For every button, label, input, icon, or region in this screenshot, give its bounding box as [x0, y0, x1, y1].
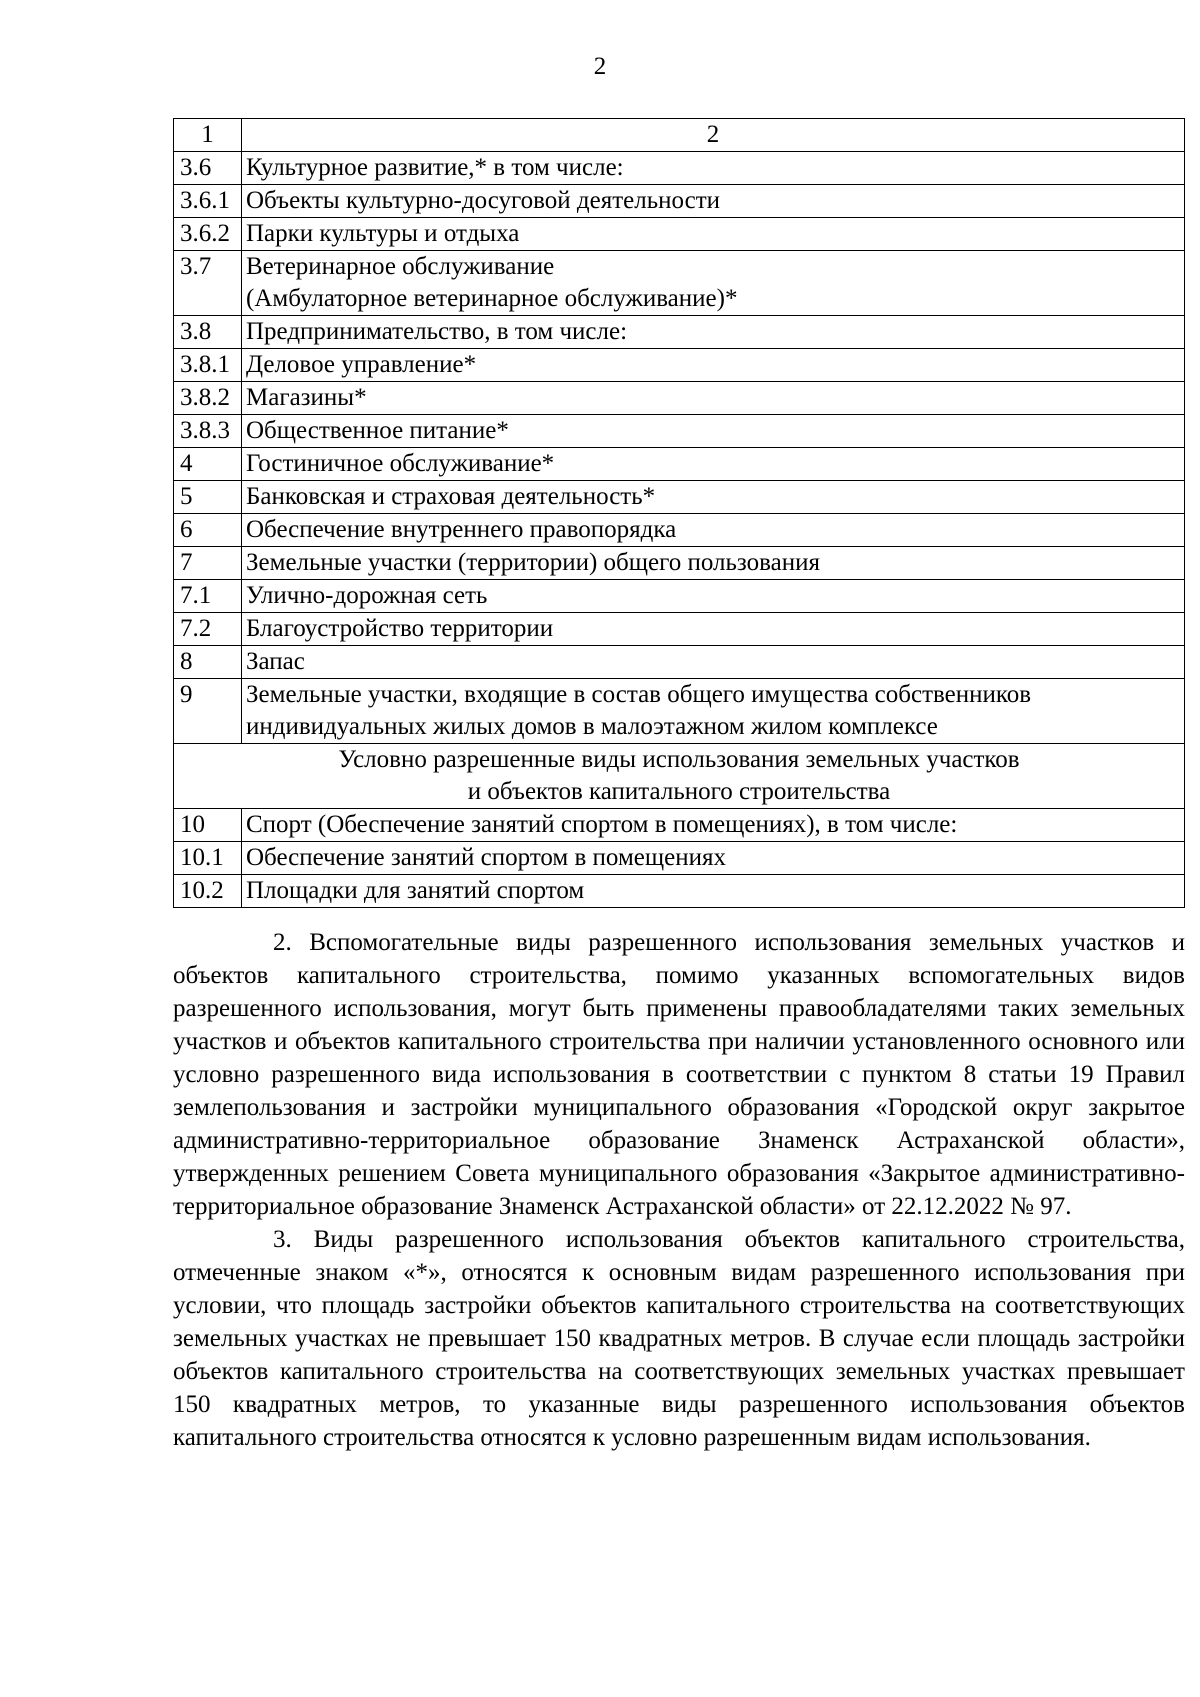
row-text: Площадки для занятий спортом	[242, 875, 1185, 908]
land-use-table	[173, 118, 1185, 908]
table-row	[174, 316, 1185, 349]
row-text	[242, 679, 1185, 744]
section-heading-line: Условно разрешенные виды использования земельных участков	[338, 746, 1020, 773]
row-text: Парки культуры и отдыха	[242, 218, 1185, 251]
section-heading	[174, 744, 1185, 809]
section-heading-line: и объектов капитального строительства	[467, 778, 891, 805]
row-text: Магазины*	[242, 382, 1185, 415]
row-number: 10.2	[174, 875, 242, 908]
page-number: 2	[593, 53, 607, 80]
row-number: 5	[174, 481, 242, 514]
row-number: 3.8.1	[174, 349, 242, 382]
section-heading-row	[174, 744, 1185, 809]
table-row	[174, 547, 1185, 580]
table-row	[174, 481, 1185, 514]
row-number: 4	[174, 448, 242, 481]
row-number: 6	[174, 514, 242, 547]
row-number: 3.8.2	[174, 382, 242, 415]
row-number: 3.8	[174, 316, 242, 349]
column-header-number: 1	[174, 119, 242, 152]
row-text: Благоустройство территории	[242, 613, 1185, 646]
row-number: 7.1	[174, 580, 242, 613]
table-row	[174, 251, 1185, 316]
table-row	[174, 613, 1185, 646]
row-text: Предпринимательство, в том числе:	[242, 316, 1185, 349]
row-number: 9	[174, 679, 242, 744]
notes-section	[173, 926, 1185, 1454]
row-text: Культурное развитие,* в том числе:	[242, 152, 1185, 185]
row-text-line: Ветеринарное обслуживание	[246, 253, 555, 280]
row-number: 3.6	[174, 152, 242, 185]
table-row	[174, 580, 1185, 613]
row-text: Земельные участки (территории) общего пользования	[242, 547, 1185, 580]
table-row	[174, 185, 1185, 218]
row-number: 3.6.2	[174, 218, 242, 251]
row-text	[242, 251, 1185, 316]
row-number: 10	[174, 809, 242, 842]
row-number: 3.6.1	[174, 185, 242, 218]
paragraph-auxiliary-uses: 2. Вспомогательные виды разрешенного использования земельных участков и объектов капитального строительства, помимо указанных вспомогательных видов разрешенного использования, могут быть применены правообладателями таких земельных участков и объектов капитального строительства при наличии установленного основного или условно разрешенного вида использования в соответствии с пунктом 8 статьи 19 Правил землепользования и застройки муниципального образования «Городской округ закрытое административно-территориальное образование Знаменск Астраханской области», утвержденных решением Совета муниципального образования «Закрытое административно-территориальное образование Знаменск Астраханской области» от 22.12.2022 № 97.	[173, 929, 1185, 1220]
row-text: Спорт (Обеспечение занятий спортом в помещениях), в том числе:	[242, 809, 1185, 842]
row-text: Объекты культурно-досуговой деятельности	[242, 185, 1185, 218]
row-text: Банковская и страховая деятельность*	[242, 481, 1185, 514]
table-row	[174, 842, 1185, 875]
row-text-line: Земельные участки, входящие в состав общего имущества собственников	[246, 681, 1032, 708]
table-row	[174, 152, 1185, 185]
column-header-name: 2	[242, 119, 1185, 152]
row-text-line: (Амбулаторное ветеринарное обслуживание)*	[246, 285, 738, 312]
row-text: Деловое управление*	[242, 349, 1185, 382]
table-row	[174, 349, 1185, 382]
table-row	[174, 218, 1185, 251]
row-text: Гостиничное обслуживание*	[242, 448, 1185, 481]
table-row	[174, 809, 1185, 842]
row-number: 7.2	[174, 613, 242, 646]
row-number: 8	[174, 646, 242, 679]
row-number: 7	[174, 547, 242, 580]
table-row	[174, 382, 1185, 415]
row-text-line: индивидуальных жилых домов в малоэтажном жилом комплексе	[246, 713, 938, 740]
row-text: Обеспечение занятий спортом в помещениях	[242, 842, 1185, 875]
row-text: Улично-дорожная сеть	[242, 580, 1185, 613]
table-row	[174, 646, 1185, 679]
table-row	[174, 448, 1185, 481]
table-row	[174, 514, 1185, 547]
row-text: Обеспечение внутреннего правопорядка	[242, 514, 1185, 547]
table-row	[174, 679, 1185, 744]
table-header-row	[174, 119, 1185, 152]
row-number: 10.1	[174, 842, 242, 875]
table-row	[174, 415, 1185, 448]
table-row	[174, 875, 1185, 908]
row-number: 3.8.3	[174, 415, 242, 448]
paragraph-asterisk-note: 3. Виды разрешенного использования объектов капитального строительства, отмеченные знаком «*», относятся к основным видам разрешенного использования при условии, что площадь застройки объектов капитального строительства на соответствующих земельных участках не превышает 150 квадратных метров. В случае если площадь застройки объектов капитального строительства на соответствующих земельных участках превышает 150 квадратных метров, то указанные виды разрешенного использования объектов капитального строительства относятся к условно разрешенным видам использования.	[173, 1226, 1185, 1451]
row-text: Запас	[242, 646, 1185, 679]
row-number: 3.7	[174, 251, 242, 316]
row-text: Общественное питание*	[242, 415, 1185, 448]
